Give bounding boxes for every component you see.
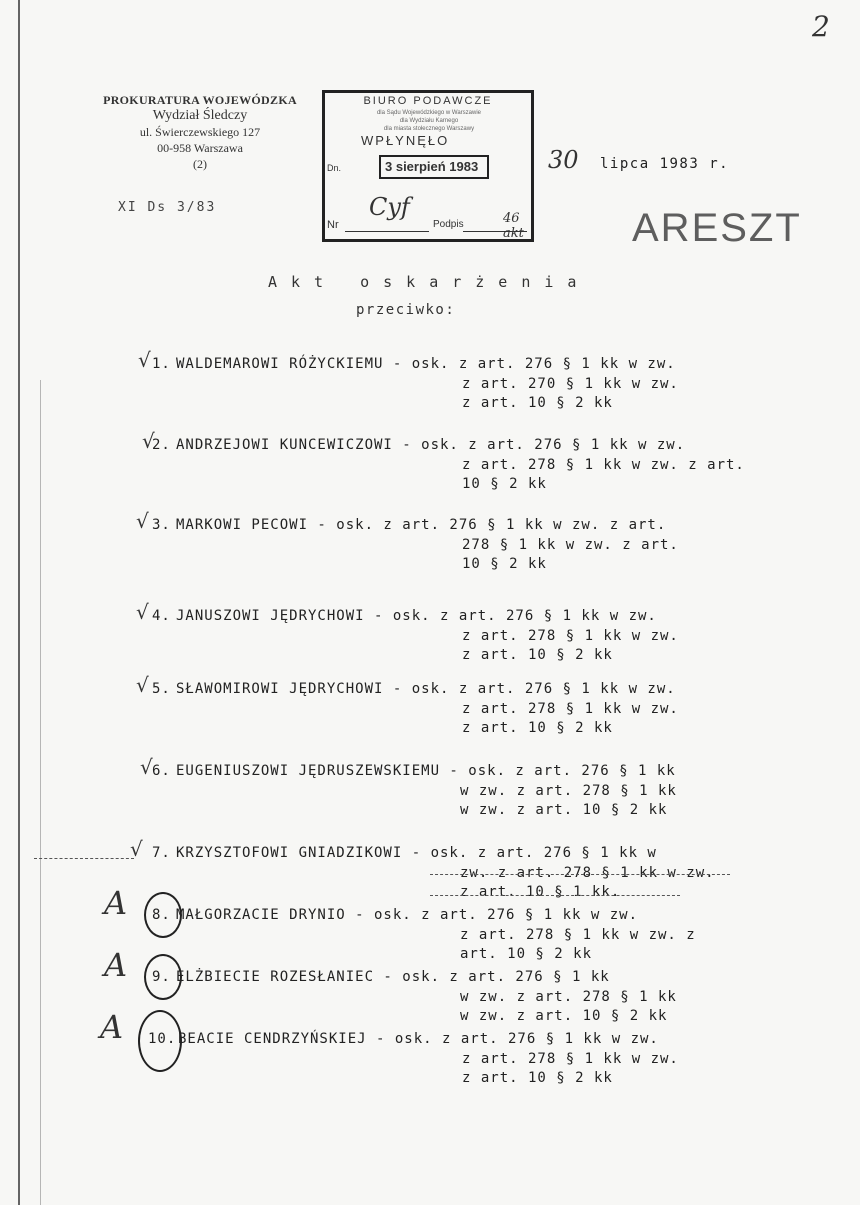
charge-continuation: z art. 278 § 1 kk w zw.: [462, 1050, 679, 1067]
date-text: lipca 1983 r.: [600, 156, 730, 172]
charge-continuation: w zw. z art. 278 § 1 kk: [460, 782, 677, 799]
check-mark: √: [136, 673, 150, 697]
stamp-handwritten-count: 46 akt: [503, 211, 524, 241]
stamp-sign-label: Podpis: [433, 219, 464, 230]
charge-continuation: 10 § 2 kk: [462, 556, 547, 572]
strike-scribble: [430, 874, 730, 876]
stamp-sub-line: dla Sądu Wojewódzkiego w Warszawie: [376, 110, 482, 116]
charge-continuation: 278 § 1 kk w zw. z art.: [462, 536, 679, 553]
charge-continuation: z art. 10 § 2 kk: [462, 647, 613, 663]
receipt-stamp: [322, 90, 534, 242]
check-mark: √: [142, 429, 156, 453]
handwritten-a-mark: A: [104, 884, 129, 922]
defendant-name-charge: BEACIE CENDRZYŃSKIEJ - osk. z art. 276 § 1 kk w zw.: [178, 1031, 659, 1047]
stamp-sub-line: dla Wydziału Karnego: [399, 118, 459, 124]
areszt-stamp: ARESZT: [632, 206, 802, 250]
charge-continuation: z art. 10 § 1 kk.: [460, 884, 621, 900]
defendant-name-charge: MAŁGORZACIE DRYNIO - osk. z art. 276 § 1 kk w zw.: [176, 907, 639, 923]
charge-continuation: art. 10 § 2 kk: [460, 946, 593, 962]
margin-scribble: [34, 858, 134, 860]
defendant-name-charge: WALDEMAROWI RÓŻYCKIEMU - osk. z art. 276 § 1 kk w zw.: [176, 356, 676, 372]
stamp-sub-line: dla miasta stołecznego Warszawy: [383, 126, 475, 132]
defendant-number: 7.: [152, 845, 171, 861]
stamp-date-label: Dn.: [327, 163, 342, 173]
stamp-nr-label: Nr: [327, 219, 339, 231]
charge-continuation: z art. 10 § 2 kk: [462, 395, 613, 411]
check-mark: √: [130, 837, 144, 861]
stamp-date: 3 sierpień 1983: [379, 155, 489, 179]
check-mark: √: [136, 509, 150, 533]
charge-continuation: w zw. z art. 10 § 2 kk: [460, 1008, 668, 1024]
handwritten-a-mark: A: [100, 1008, 125, 1046]
defendant-number: 3.: [152, 517, 171, 533]
defendant-number: 8.: [152, 907, 171, 923]
document-title: Akt oskarżenia: [268, 273, 591, 291]
office-department: Wydział Śledczy: [152, 108, 248, 123]
handwritten-a-mark: A: [104, 946, 129, 984]
defendant-name-charge: ELŻBIECIE ROZESŁANIEC - osk. z art. 276 § 1 kk: [176, 969, 610, 985]
defendant-name-charge: EUGENIUSZOWI JĘDRUSZEWSKIEMU - osk. z art. 276 § 1 kk: [176, 763, 676, 779]
case-reference: XI Ds 3/83: [118, 200, 217, 215]
office-header: [95, 92, 305, 172]
office-city: 00-958 Warszawa: [157, 141, 243, 155]
page-crease: [40, 380, 41, 1205]
charge-continuation: z art. 10 § 2 kk: [462, 720, 613, 736]
charge-continuation: z art. 270 § 1 kk w zw.: [462, 375, 679, 392]
office-street: ul. Świerczewskiego 127: [139, 125, 261, 139]
check-mark: √: [140, 755, 154, 779]
stamp-nr-line: [345, 231, 429, 232]
stamp-handwritten-nr: Cyf: [369, 193, 410, 221]
charge-continuation: z art. 10 § 2 kk: [462, 1070, 613, 1086]
check-mark: √: [138, 348, 152, 372]
defendant-name-charge: JANUSZOWI JĘDRYCHOWI - osk. z art. 276 § 1 kk w zw.: [176, 608, 657, 624]
defendant-number: 2.: [152, 437, 171, 453]
stamp-sign-line: [463, 231, 527, 232]
charge-continuation: z art. 278 § 1 kk w zw.: [462, 700, 679, 717]
page-edge: [18, 0, 20, 1205]
charge-continuation: z art. 278 § 1 kk w zw.: [462, 627, 679, 644]
defendant-number: 5.: [152, 681, 171, 697]
stamp-title: BIURO PODAWCZE: [363, 95, 493, 107]
charge-continuation: zw. z art. 278 § 1 kk w zw.: [460, 864, 715, 881]
defendant-name-charge: KRZYSZTOFOWI GNIADZIKOWI - osk. z art. 276 § 1 kk w: [176, 845, 657, 861]
defendant-name-charge: ANDRZEJOWI KUNCEWICZOWI - osk. z art. 276 § 1 kk w zw.: [176, 437, 686, 453]
charge-continuation: z art. 278 § 1 kk w zw. z art.: [462, 456, 745, 473]
defendant-number: 4.: [152, 608, 171, 624]
defendant-number: 6.: [152, 763, 171, 779]
check-mark: √: [136, 600, 150, 624]
charge-continuation: z art. 278 § 1 kk w zw. z: [460, 926, 696, 943]
defendant-number: 9.: [152, 969, 171, 985]
defendant-number: 1.: [152, 356, 171, 372]
document-subtitle: przeciwko:: [356, 302, 456, 318]
page-number: 2: [812, 10, 830, 43]
strike-scribble: [430, 895, 680, 897]
charge-continuation: 10 § 2 kk: [462, 476, 547, 492]
charge-continuation: w zw. z art. 10 § 2 kk: [460, 802, 668, 818]
stamp-received: WPŁYNĘŁO: [361, 133, 450, 148]
defendant-number: 10.: [148, 1031, 177, 1047]
defendant-name-charge: MARKOWI PECOWI - osk. z art. 276 § 1 kk w zw. z art.: [176, 517, 667, 533]
date-day: 30: [548, 146, 579, 174]
defendant-name-charge: SŁAWOMIROWI JĘDRYCHOWI - osk. z art. 276 § 1 kk w zw.: [176, 681, 676, 697]
office-name: PROKURATURA WOJEWÓDZKA: [103, 93, 297, 107]
charge-continuation: w zw. z art. 278 § 1 kk: [460, 988, 677, 1005]
office-code: (2): [193, 157, 207, 171]
